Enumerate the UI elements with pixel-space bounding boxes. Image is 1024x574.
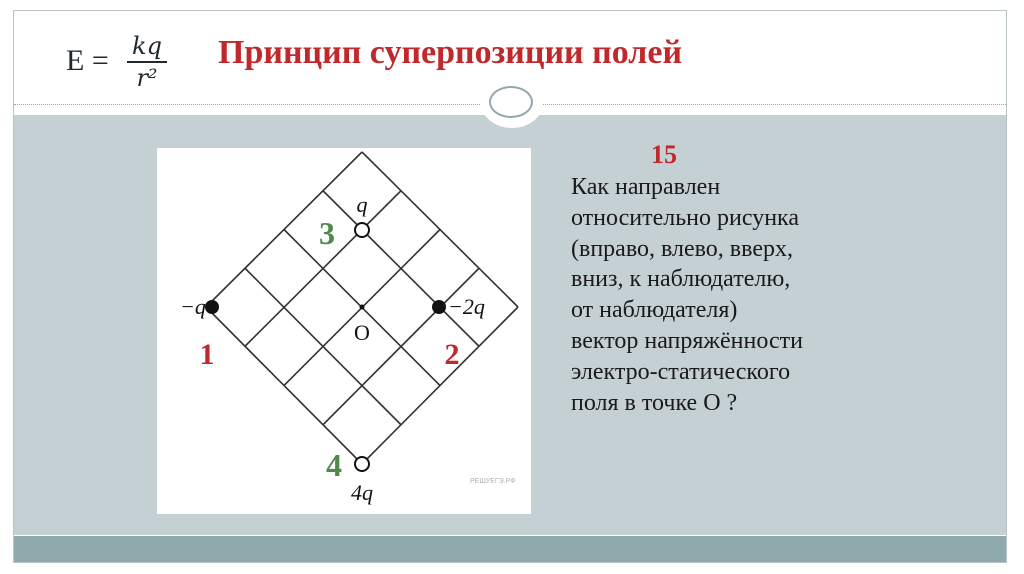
number-3: 3 [319,215,335,251]
number-2: 2 [444,338,460,371]
question-line: вектор напряжённости [571,327,803,354]
problem-number: 15 [651,140,677,169]
charge-top-circle [355,223,369,237]
charge-left-circle [205,300,219,314]
question-line: электро-статического [571,358,791,385]
question-line: поля в точке О ? [571,389,738,416]
divider-medallion-ring [489,86,533,118]
formula-fraction [127,32,167,92]
formula-lhs: E = [66,44,109,77]
charge-right-circle [432,300,446,314]
formula-numerator: kq [132,32,162,60]
question-line: от наблюдателя) [571,297,738,324]
slide-title: Принцип суперпозиции полей [218,34,683,71]
number-4: 4 [326,447,342,483]
watermark: РЕШУЕГЭ.РФ [470,478,516,485]
label-charge-right: −2q [448,294,485,319]
question-text [571,172,991,418]
question-line: Как направлен [571,174,721,200]
label-charge-bottom: 4q [351,480,373,505]
formula-denominator: r² [136,64,158,92]
number-1: 1 [199,338,215,371]
question-line: вниз, к наблюдателю, [571,266,791,293]
bottom-bar [14,536,1006,562]
center-point-o [360,305,365,310]
diagram-figure [157,148,531,514]
label-charge-top: q [356,192,368,217]
question-line: (вправо, влево, вверх, [571,235,793,262]
diamond-grid-diagram [157,148,531,514]
charge-bottom-circle [355,457,369,471]
label-center-o: O [354,320,370,345]
fraction-bar [127,61,167,63]
label-charge-left: −q [180,294,206,319]
question-line: относительно рисунка [571,204,799,231]
